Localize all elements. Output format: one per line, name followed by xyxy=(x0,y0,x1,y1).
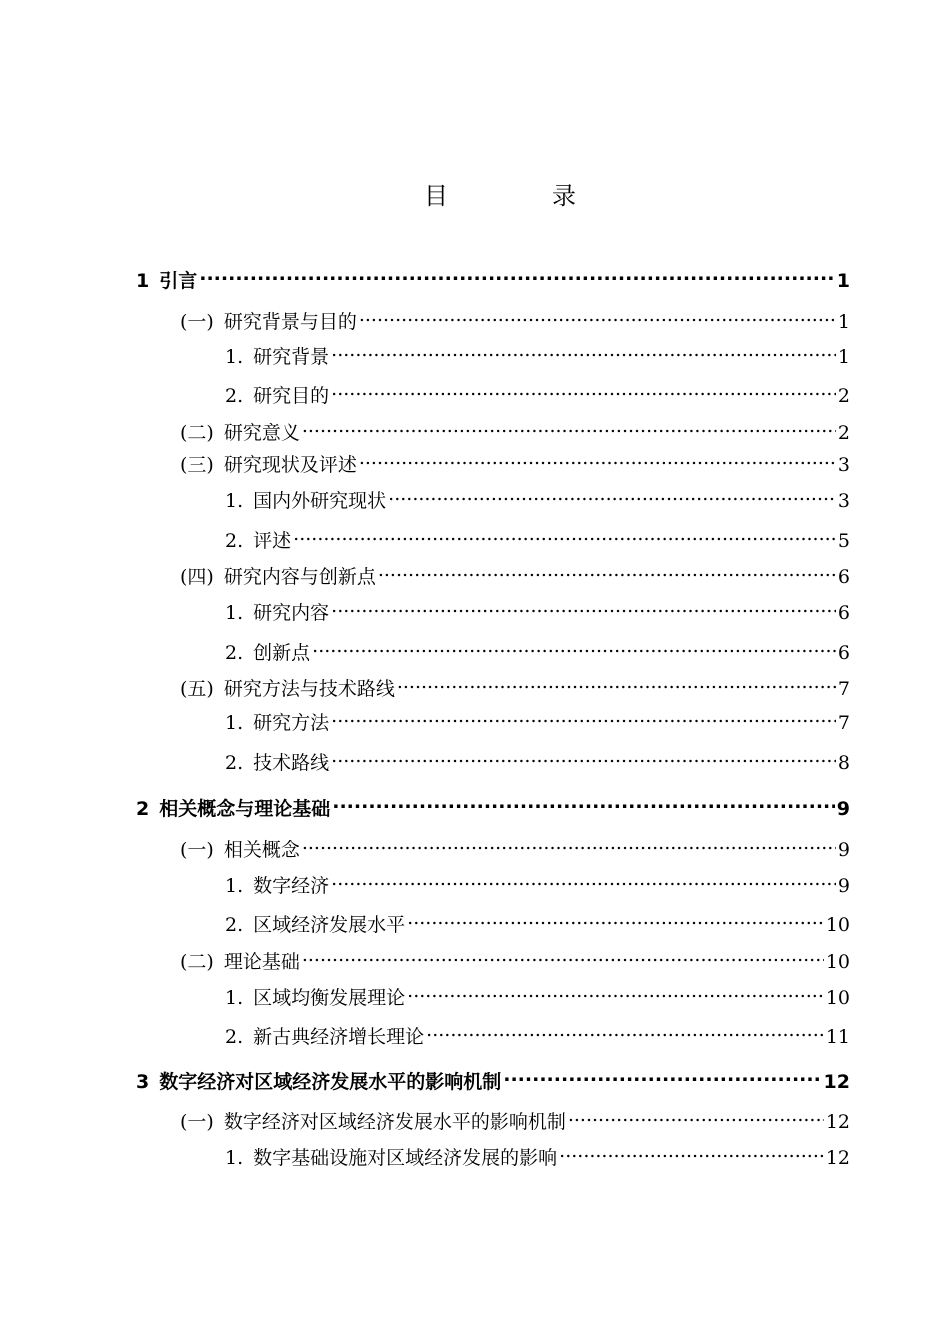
toc-entry-page: 12 xyxy=(825,1111,850,1133)
toc-entry-page: 1 xyxy=(836,270,850,292)
toc-entry-label: 区域经济发展水平 xyxy=(253,914,406,936)
toc-entry-page: 1 xyxy=(837,346,850,368)
toc-entry[interactable] xyxy=(180,418,850,442)
dot-leader xyxy=(503,1069,821,1088)
toc-entry[interactable] xyxy=(225,871,850,895)
toc-entry-label: 创新点 xyxy=(253,642,311,664)
toc-entry-page: 11 xyxy=(825,1026,850,1048)
toc-entry-number: 2. xyxy=(225,752,244,774)
dot-leader xyxy=(331,750,836,769)
dot-leader xyxy=(199,268,835,287)
toc-entry[interactable] xyxy=(180,674,850,698)
toc-entry-label: 引言 xyxy=(159,270,198,292)
toc-entry-page: 3 xyxy=(837,454,850,476)
toc-entry-number: 2. xyxy=(225,385,244,407)
toc-entry[interactable] xyxy=(225,1022,850,1046)
toc-entry-number: 1. xyxy=(225,1147,244,1169)
toc-entry-page: 5 xyxy=(837,530,850,552)
toc-entry-page: 9 xyxy=(837,839,850,861)
toc-entry-label: 研究内容 xyxy=(253,602,330,624)
toc-entry-label: 相关概念 xyxy=(223,839,300,861)
dot-leader xyxy=(302,837,836,856)
toc-entry-page: 2 xyxy=(837,422,850,444)
toc-entry[interactable] xyxy=(136,1067,850,1091)
toc-entry[interactable] xyxy=(225,598,850,622)
toc-entry[interactable] xyxy=(225,708,850,732)
toc-entry-label: 研究方法与技术路线 xyxy=(223,678,395,700)
toc-entry[interactable] xyxy=(136,266,850,290)
toc-entry-number: 2. xyxy=(225,530,244,552)
toc-entry-page: 2 xyxy=(837,385,850,407)
toc-entry-page: 1 xyxy=(837,311,850,333)
toc-entry-page: 6 xyxy=(837,566,850,588)
dot-leader xyxy=(559,1145,824,1164)
toc-entry-label: 国内外研究现状 xyxy=(253,490,387,512)
toc-entry-page: 8 xyxy=(837,752,850,774)
dot-leader xyxy=(331,344,836,363)
toc-entry-label: 新古典经济增长理论 xyxy=(253,1026,425,1048)
dot-leader xyxy=(332,796,835,815)
dot-leader xyxy=(331,600,836,619)
toc-entry-page: 9 xyxy=(837,875,850,897)
dot-leader xyxy=(359,309,836,328)
toc-entry-label: 数字经济 xyxy=(253,875,330,897)
toc-entry-label: 研究现状及评述 xyxy=(223,454,357,476)
dot-leader xyxy=(331,710,836,729)
dot-leader xyxy=(331,873,836,892)
toc-entry-page: 10 xyxy=(825,987,850,1009)
toc-entry-page: 12 xyxy=(823,1071,850,1093)
toc-entry-label: 区域均衡发展理论 xyxy=(253,987,406,1009)
toc-entry-number: 2 xyxy=(136,798,150,820)
toc-entry-page: 9 xyxy=(836,798,850,820)
toc-entry-label: 数字基础设施对区域经济发展的影响 xyxy=(253,1147,558,1169)
toc-entry-label: 研究目的 xyxy=(253,385,330,407)
toc-entry-page: 6 xyxy=(837,602,850,624)
toc-entry-page: 10 xyxy=(825,914,850,936)
toc-entry[interactable] xyxy=(180,307,850,331)
toc-title: 目 录 xyxy=(424,182,616,210)
toc-entry-number: 2. xyxy=(225,1026,244,1048)
toc-entry-label: 研究内容与创新点 xyxy=(223,566,376,588)
toc-entry[interactable] xyxy=(225,983,850,1007)
toc-entry-number: 1. xyxy=(225,875,244,897)
toc-entry-number: 1. xyxy=(225,987,244,1009)
toc-entry-label: 研究方法 xyxy=(253,712,330,734)
toc-entry-number: (五) xyxy=(180,678,214,700)
dot-leader xyxy=(426,1024,824,1043)
toc-entry-page: 3 xyxy=(837,490,850,512)
dot-leader xyxy=(397,676,836,695)
dot-leader xyxy=(568,1109,824,1128)
dot-leader xyxy=(359,452,836,471)
toc-entry-page: 6 xyxy=(837,642,850,664)
toc-entry-number: 2. xyxy=(225,914,244,936)
toc-entry-number: (一) xyxy=(180,1111,214,1133)
toc-entry-page: 10 xyxy=(825,951,850,973)
toc-entry-label: 相关概念与理论基础 xyxy=(159,798,331,820)
toc-entry[interactable] xyxy=(180,947,850,971)
toc-entry[interactable] xyxy=(180,835,850,859)
toc-entry[interactable] xyxy=(225,638,850,662)
toc-entry[interactable] xyxy=(225,748,850,772)
toc-entry-label: 研究背景 xyxy=(253,346,330,368)
toc-entry[interactable] xyxy=(225,910,850,934)
dot-leader xyxy=(302,949,824,968)
toc-entry-number: 2. xyxy=(225,642,244,664)
dot-leader xyxy=(388,488,836,507)
dot-leader xyxy=(293,528,836,547)
toc-entry-number: 1. xyxy=(225,346,244,368)
dot-leader xyxy=(407,985,824,1004)
toc-entry[interactable] xyxy=(225,381,850,405)
toc-entry[interactable] xyxy=(225,1143,850,1167)
dot-leader xyxy=(407,912,824,931)
toc-entry[interactable] xyxy=(225,486,850,510)
toc-entry-number: (二) xyxy=(180,422,214,444)
toc-entry-number: (一) xyxy=(180,839,214,861)
toc-entry-label: 研究意义 xyxy=(223,422,300,444)
toc-entry-number: 1. xyxy=(225,712,244,734)
dot-leader xyxy=(378,564,836,583)
toc-entry-label: 技术路线 xyxy=(253,752,330,774)
toc-entry-label: 评述 xyxy=(253,530,292,552)
toc-entry-number: 1. xyxy=(225,490,244,512)
toc-entry-label: 研究背景与目的 xyxy=(223,311,357,333)
toc-entry-label: 数字经济对区域经济发展水平的影响机制 xyxy=(223,1111,566,1133)
dot-leader xyxy=(312,640,836,659)
toc-entry-number: (三) xyxy=(180,454,214,476)
toc-entry-label: 理论基础 xyxy=(223,951,300,973)
dot-leader xyxy=(302,420,836,439)
toc-entry-label: 数字经济对区域经济发展水平的影响机制 xyxy=(159,1071,502,1093)
toc-entry-page: 12 xyxy=(825,1147,850,1169)
toc-entry-number: (四) xyxy=(180,566,214,588)
toc-entry[interactable] xyxy=(225,526,850,550)
dot-leader xyxy=(331,383,836,402)
toc-entry[interactable] xyxy=(180,562,850,586)
toc-entry-page: 7 xyxy=(837,678,850,700)
toc-entry[interactable] xyxy=(180,450,850,474)
toc-entry-number: 3 xyxy=(136,1071,150,1093)
toc-entry[interactable] xyxy=(225,342,850,366)
toc-entry-number: (一) xyxy=(180,311,214,333)
toc-entry-number: (二) xyxy=(180,951,214,973)
toc-entry-page: 7 xyxy=(837,712,850,734)
toc-entry[interactable] xyxy=(180,1107,850,1131)
toc-entry-number: 1 xyxy=(136,270,150,292)
toc-entry[interactable] xyxy=(136,794,850,818)
toc-entry-number: 1. xyxy=(225,602,244,624)
